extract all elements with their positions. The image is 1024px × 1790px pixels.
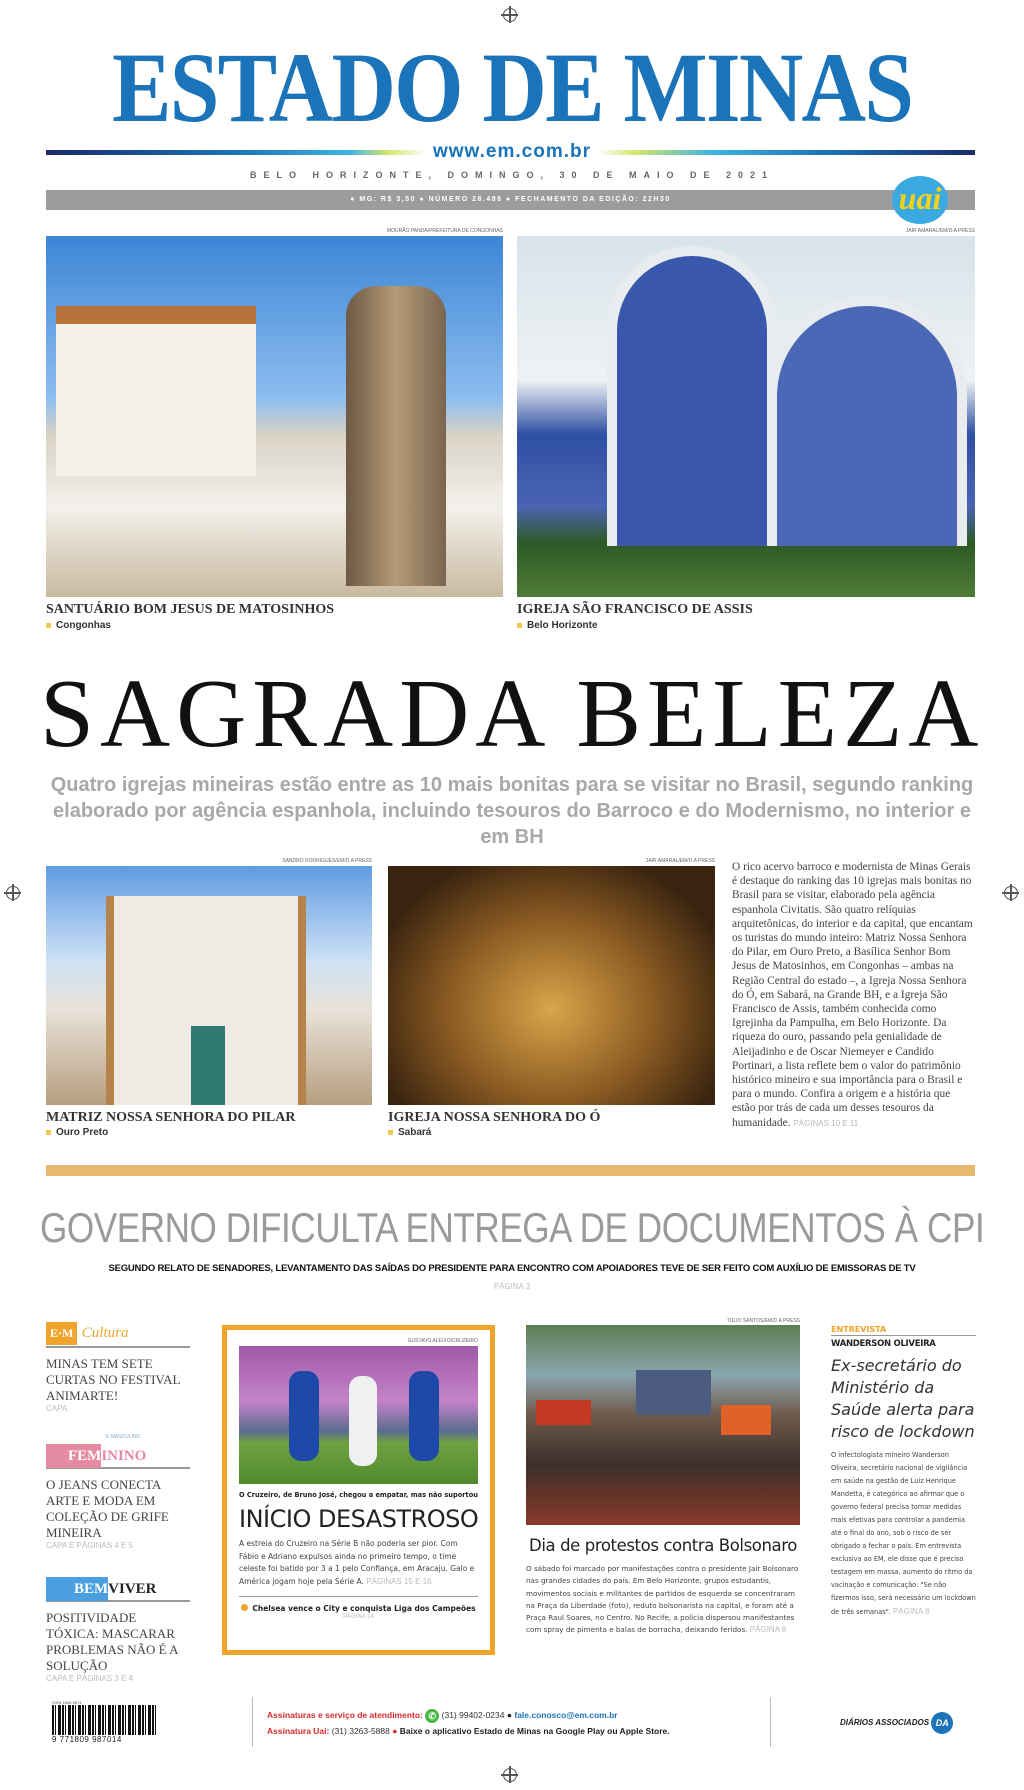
website-url[interactable]: www.em.com.br <box>433 141 591 162</box>
label: Assinaturas e serviço de atendimento: <box>267 1710 423 1720</box>
logo-part: BEM <box>46 1577 108 1601</box>
footer-contacts: Assinaturas e serviço de atendimento: ✆ (31) 99402-0234 ● fale.conosco@em.com.br Assinatura Uai: (31) 3263-5888 ● Baixe o aplicativo Estado de Minas na Google Play ou Apple Store. <box>267 1710 670 1736</box>
main-headline[interactable]: SAGRADA BELEZA <box>40 660 985 768</box>
main-deck: Quatro igrejas mineiras estão entre as 10 mais bonitas para se visitar no Brasil, segundo ranking elaborado por agência espanhola, incluindo tesouros do Barroco e do Modernismo, no interior e em BH <box>50 774 974 848</box>
feminino-section-logo[interactable] <box>46 1434 190 1469</box>
barcode-bars <box>52 1705 156 1735</box>
page-reference: CAPA <box>46 1404 68 1413</box>
teaser-text[interactable]: POSITIVIDADE TÓXICA: MASCARAR PROBLEMAS NÃO É A SOLUÇÃO <box>46 1610 178 1673</box>
teaser-text: Chelsea vence o City e conquista Liga dos Campeões <box>252 1604 476 1613</box>
interview-text: O infectologista mineiro Wanderson Oliveira, secretário nacional de vigilância em saúde na gestão de Luiz Henrique Mandetta, é categórico ao afirmar que o governo federal precisa tomar medidas mais efetivas para controlar a pandemia até o final do ano, sob o risco de ser obrigado a fechar o país. Em entrevista exclusiva ao EM, ele disse que é preciso testagem em massa, aumento do ritmo da vacinação e comunicação: "Se não fizermos isso, será necessário um lockdown de três semanas". <box>831 1451 976 1616</box>
logo-part: ININO <box>101 1448 147 1464</box>
page-reference[interactable]: PÁGINA 8 <box>892 1607 930 1616</box>
email-link[interactable]: fale.conosco@em.com.br <box>514 1710 618 1720</box>
photo-caption: IGREJA SÃO FRANCISCO DE ASSIS <box>517 602 753 617</box>
section-divider <box>46 1165 975 1176</box>
divider <box>770 1697 771 1747</box>
photo-caption: O Cruzeiro, de Bruno José, chegou a empatar, mas não suportou <box>239 1491 478 1499</box>
issn: ISSN 1809-9874 <box>52 1700 82 1705</box>
brand-name: DIÁRIOS ASSOCIADOS <box>840 1718 930 1728</box>
photo-location: Sabará <box>388 1127 431 1138</box>
photo-protest <box>526 1325 800 1525</box>
app-promo[interactable]: Baixe o aplicativo Estado de Minas na Google Play ou Apple Store. <box>399 1726 670 1736</box>
page-reference: PÁGINA 14 <box>343 1614 374 1620</box>
phone[interactable]: (31) 3263-5888 <box>331 1726 390 1736</box>
photo-location: Congonhas <box>46 620 111 631</box>
interview-body <box>831 1449 976 1619</box>
sports-teaser[interactable] <box>239 1596 478 1614</box>
page-reference[interactable]: PÁGINA 8 <box>749 1625 787 1635</box>
politics-subhead: SEGUNDO RELATO DE SENADORES, LEVANTAMENTO DAS SAÍDAS DO PRESIDENTE PARA ENCONTRO COM APOIADORES TEVE DE SER FEITO COM AUXÍLIO DE EMISSORAS DE TV <box>108 1263 916 1274</box>
photo-caption: MATRIZ NOSSA SENHORA DO PILAR <box>46 1110 296 1125</box>
phone[interactable]: (31) 99402-0234 <box>441 1710 505 1720</box>
protest-headline[interactable]: Dia de protestos contra Bolsonaro <box>529 1536 797 1555</box>
section-kicker: ENTREVISTA <box>831 1325 976 1336</box>
cultura-logo: Cultura <box>81 1325 129 1341</box>
page-reference: CAPA E PÁGINAS 3 E 4 <box>46 1674 133 1683</box>
registration-mark-icon <box>503 8 517 22</box>
photo-credit: MOURÃO PANDA/PREFEITURA DE CONGONHAS <box>386 228 503 234</box>
page-reference[interactable]: PÁGINAS 15 E 16 <box>366 1576 432 1586</box>
protest-text: O sábado foi marcado por manifestações contra o presidente Jair Bolsonaro nas grandes cidades do país. Em Belo Horizonte, grupos estudantis, movimentos sociais e militantes de partidos de esquerda se concentraram na Praça da Liberdade (foto), reduto bolsonarista na capital, e foram até a Praça Raul Soares, no Centro. No Recife, a polícia dispersou manifestantes com spray de pimenta e balas de borracha, deixando feridos. <box>526 1564 799 1635</box>
main-story-text: O rico acervo barroco e modernista de Minas Gerais é destaque do ranking das 10 igrejas mais bonitas no Brasil para se visitar, elaborado pela agência espanhola Civitatis. São quatro relíquias arquitetônicas, do interior e da capital, que encantam os turistas do mundo inteiro: Matriz Nossa Senhora do Pilar, em Ouro Preto, a Basílica Senhor Bom Jesus de Matosinhos, em Congonhas – ambas na Região Central do estado –, a Igreja Nossa Senhora do Ó, em Sabará, na Grande BH, e a Igreja São Francisco de Assis, também conhecida como Igrejinha da Pampulha, em Belo Horizonte. Da riqueza do ouro, passando pela genialidade de Aleijadinho e de Oscar Niemeyer e Candido Portinari, a lista reflete bem o valor do patrimônio histórico mineiro e sua importância para o Brasil e para o mundo. Confira a origem e a história que estão por trás de cada um desses tesouros da humanidade. <box>732 861 973 1129</box>
photo-credit: JAIR AMARAL/EM/D.A PRESS <box>905 228 975 234</box>
photo-credit: TÚLIO SANTOS/EM/D.A PRESS <box>726 1318 800 1324</box>
page-reference[interactable]: PÁGINA 3 <box>493 1282 531 1291</box>
diarios-associados-logo <box>840 1712 953 1734</box>
sports-text: A estreia do Cruzeiro na Série B não poderia ser pior. Com Fábio e Adriano expulsos ainda no primeiro tempo, o time celeste foi batido por 3 a 1 pelo Confiança, em Aracaju. Galo e América jogam hoje pela Série A. <box>239 1539 475 1586</box>
page-reference[interactable]: PÁGINAS 10 E 11 <box>793 1118 859 1128</box>
photo-location: Ouro Preto <box>46 1127 108 1138</box>
registration-mark-icon <box>1004 886 1018 900</box>
edition-date: BELO HORIZONTE, DOMINGO, 30 DE MAIO DE 2021 <box>249 170 775 180</box>
registration-mark-icon <box>503 1768 517 1782</box>
main-story-body <box>732 860 976 1131</box>
registration-mark-icon <box>6 886 20 900</box>
sports-body <box>239 1538 478 1588</box>
photo-santuario-bom-jesus <box>46 236 503 597</box>
photo-location: Belo Horizonte <box>517 620 598 631</box>
photo-credit: SANDRO RODRIGUES/EM/D.A PRESS <box>282 858 372 864</box>
em-logo: E·M <box>46 1322 77 1345</box>
photo-credit: GUSTAVO ALEIXO/CRUZEIRO <box>407 1338 478 1344</box>
sports-box <box>222 1325 495 1655</box>
uai-logo[interactable]: uai <box>892 176 948 224</box>
barcode <box>52 1700 156 1744</box>
page-reference: CAPA E PÁGINAS 4 E 5 <box>46 1541 133 1550</box>
divider <box>252 1697 253 1747</box>
interview-column <box>831 1325 976 1619</box>
masthead-title: ESTADO DE MINAS <box>112 32 913 143</box>
photo-igreja-nossa-senhora-do-o <box>388 866 715 1105</box>
photo-matriz-pilar <box>46 866 372 1105</box>
teaser-text[interactable]: MINAS TEM SETE CURTAS NO FESTIVAL ANIMARTE! <box>46 1356 180 1403</box>
whatsapp-icon: ✆ <box>425 1709 439 1723</box>
photo-caption: IGREJA NOSSA SENHORA DO Ó <box>388 1110 601 1125</box>
logo-part: FEM <box>46 1444 101 1468</box>
photo-igreja-sao-francisco <box>517 236 975 597</box>
photo-credit: JAIR AMARAL/EM/D.A PRESS <box>645 858 715 864</box>
protest-body <box>526 1563 800 1637</box>
interviewee-name: WANDERSON OLIVEIRA <box>831 1339 936 1349</box>
sports-headline[interactable]: INÍCIO DESASTROSO <box>239 1505 479 1533</box>
section-teasers <box>46 1322 190 1683</box>
interview-headline[interactable]: Ex-secretário do Ministério da Saúde alerta para risco de lockdown <box>831 1356 975 1441</box>
cultura-section-logo[interactable] <box>46 1322 190 1348</box>
bullet-icon <box>241 1604 248 1611</box>
da-logo-icon: DA <box>931 1712 953 1734</box>
logo-subtitle: E MASCULINO <box>106 1434 141 1440</box>
photo-cruzeiro-match <box>239 1346 478 1484</box>
teaser-text[interactable]: O JEANS CONECTA ARTE E MODA EM COLEÇÃO DE GRIFE MINEIRA <box>46 1477 169 1540</box>
bem-viver-section-logo[interactable] <box>46 1576 190 1602</box>
logo-part: VIVER <box>108 1581 157 1597</box>
politics-headline[interactable]: GOVERNO DIFICULTA ENTREGA DE DOCUMENTOS À CPI <box>40 1204 985 1251</box>
label: Assinatura Uai: <box>267 1726 330 1736</box>
edition-info-bar: ● MG: R$ 3,50 ● NÚMERO 28.486 ● FECHAMENTO DA EDIÇÃO: 22H30 <box>46 190 975 210</box>
barcode-number: 9 771809 987014 <box>52 1735 122 1744</box>
photo-caption: SANTUÁRIO BOM JESUS DE MATOSINHOS <box>46 602 335 617</box>
